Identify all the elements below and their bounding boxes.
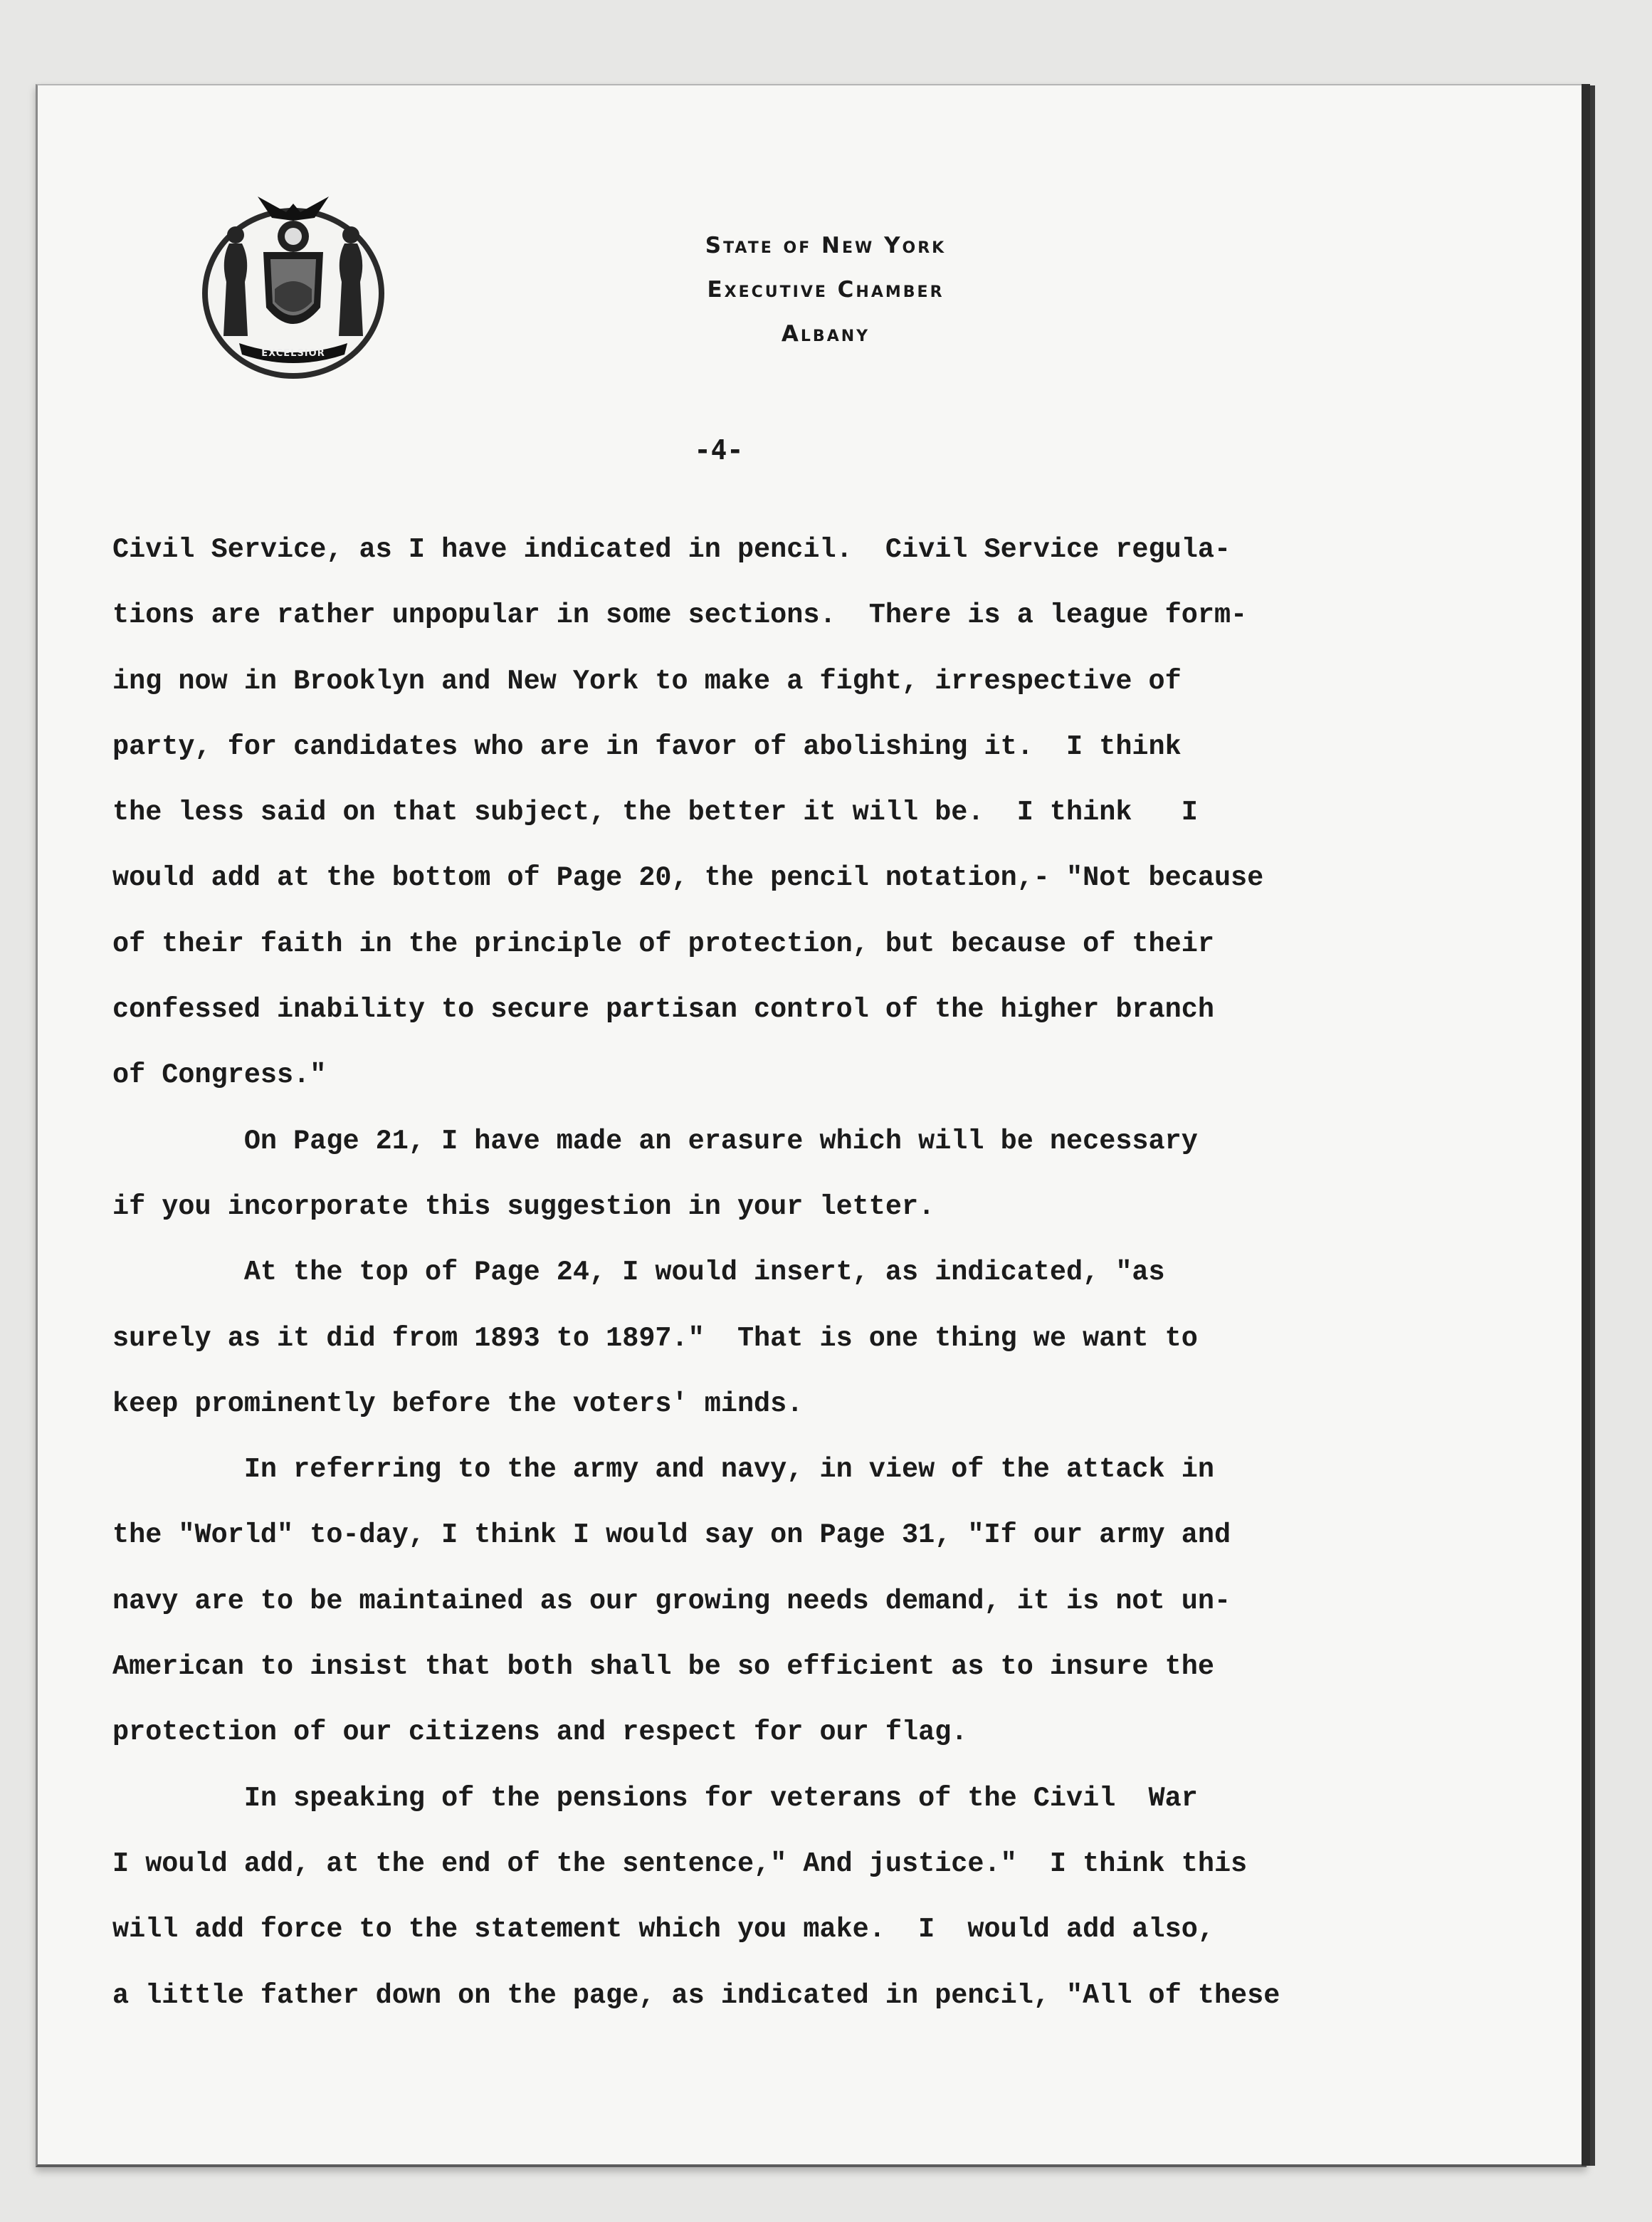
letterhead-chamber: Executive Chamber: [707, 277, 945, 303]
text-line: I would add, at the end of the sentence," And justice." I think this: [112, 1848, 1248, 1880]
text-line: American to insist that both shall be so efficient as to insure the: [112, 1651, 1214, 1683]
text-line: At the top of Page 24, I would insert, as indicated, "as: [112, 1257, 1165, 1289]
text-line: surely as it did from 1893 to 1897." That is one thing we want to: [112, 1322, 1198, 1354]
text-line: the less said on that subject, the better it will be. I think I: [112, 797, 1198, 829]
seal-motto: EXCELSIOR: [261, 348, 325, 359]
text-line: ing now in Brooklyn and New York to make a fight, irrespective of: [112, 665, 1182, 697]
text-line: tions are rather unpopular in some sections. There is a league form-: [112, 599, 1248, 632]
text-line: will add force to the statement which you make. I would add also,: [112, 1914, 1214, 1946]
text-line: Civil Service, as I have indicated in pencil. Civil Service regula-: [112, 534, 1231, 565]
letter-body: [112, 528, 1522, 2040]
text-line: if you incorporate this suggestion in your letter.: [112, 1190, 935, 1222]
text-line: keep prominently before the voters' minds.: [112, 1388, 804, 1420]
text-line: In speaking of the pensions for veterans of the Civil War: [112, 1782, 1198, 1814]
text-line: party, for candidates who are in favor of abolishing it. I think: [112, 730, 1182, 762]
text-line: On Page 21, I have made an erasure which will be necessary: [112, 1125, 1198, 1157]
text-line: protection of our citizens and respect for our flag.: [112, 1717, 968, 1749]
text-line: a little father down on the page, as indicated in pencil, "All of these: [112, 1979, 1280, 2011]
letterhead: [598, 224, 1053, 356]
page-number: -4-: [694, 434, 744, 466]
text-line: the "World" to-day, I think I would say on Page 31, "If our army and: [112, 1519, 1231, 1551]
text-line: In referring to the army and navy, in view of the attack in: [112, 1454, 1214, 1486]
page-edge-shadow: [1582, 84, 1590, 2166]
text-line: navy are to be maintained as our growing needs demand, it is not un-: [112, 1585, 1231, 1617]
letterhead-city: Albany: [781, 321, 870, 347]
new-york-state-seal-icon: [179, 175, 407, 389]
text-line: would add at the bottom of Page 20, the pencil notation,- "Not because: [112, 862, 1264, 894]
text-line: of Congress.": [112, 1059, 327, 1091]
text-line: confessed inability to secure partisan control of the higher branch: [112, 994, 1214, 1026]
letterhead-state: State of New York: [705, 233, 947, 258]
text-line: of their faith in the principle of protection, but because of their: [112, 928, 1214, 960]
